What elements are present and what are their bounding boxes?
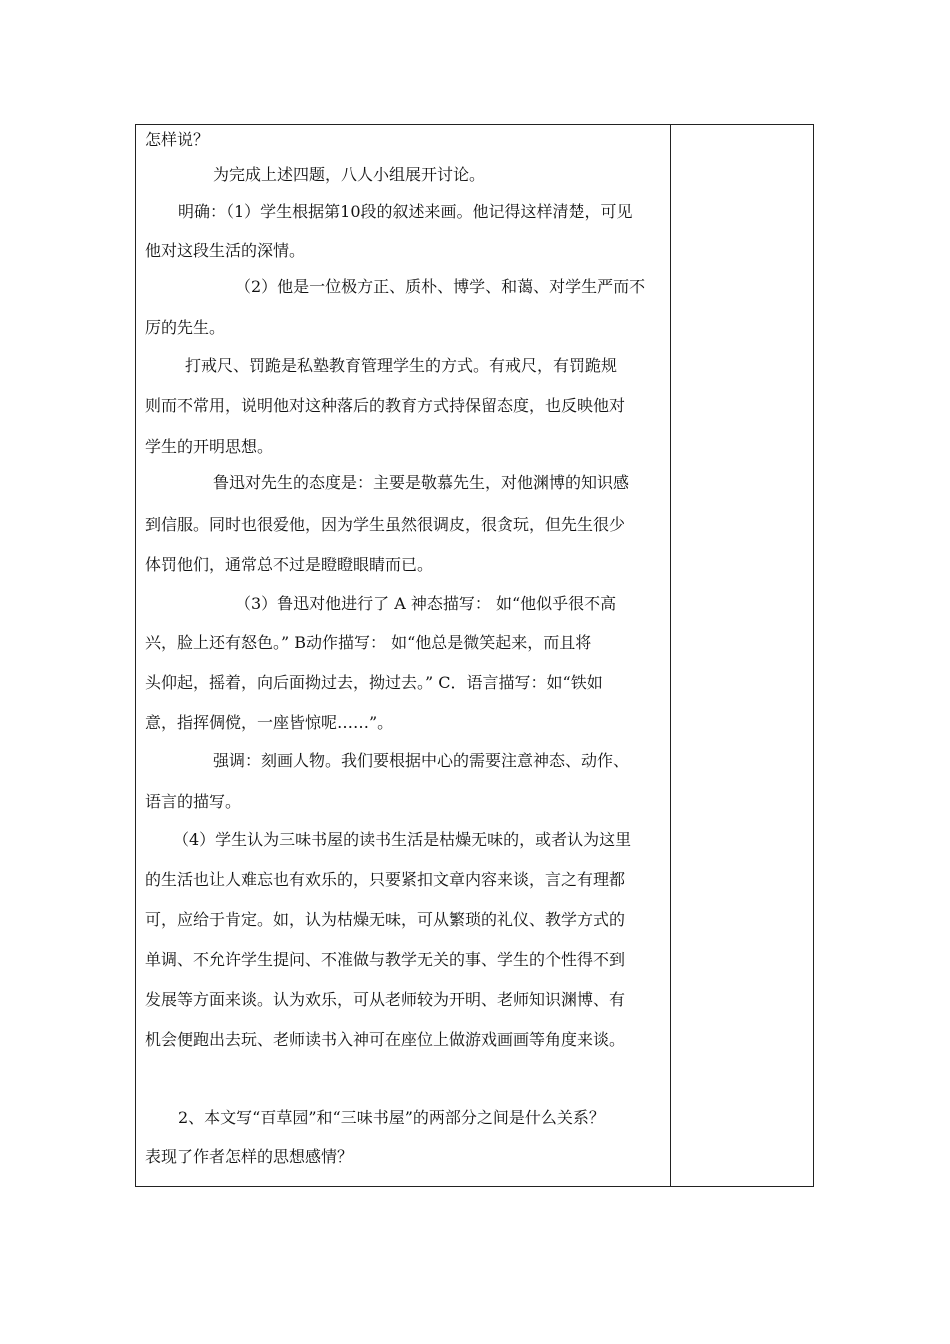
text-line: 体罚他们，通常总不过是瞪瞪眼睛而已。 [145, 555, 434, 574]
text-line: 明确：（1）学生根据第10段的叙述来画。他记得这样清楚，可见 [178, 202, 633, 221]
text-line: 表现了作者怎样的思想感情？ [145, 1147, 354, 1166]
text-line: （3）鲁迅对他进行了 A 神态描写： 如“他似乎很不高 [235, 594, 617, 613]
text-line: （4）学生认为三味书屋的读书生活是枯燥无味的，或者认为这里 [173, 830, 632, 849]
text-line: 鲁迅对先生的态度是：主要是敬慕先生，对他渊博的知识感 [213, 473, 630, 492]
text-line: 兴，脸上还有怒色。” B动作描写： 如“他总是微笑起来，而且将 [145, 633, 592, 652]
text-line: 打戒尺、罚跪是私塾教育管理学生的方式。有戒尺，有罚跪规 [185, 356, 618, 375]
text-line: 则而不常用，说明他对这种落后的教育方式持保留态度，也反映他对 [145, 396, 626, 415]
text-line: 学生的开明思想。 [145, 437, 274, 456]
text-line: 意，指挥倜傥，一座皆惊呢……”。 [145, 713, 394, 732]
text-line: 2、本文写“百草园”和“三味书屋”的两部分之间是什么关系？ [178, 1108, 605, 1127]
text-line: 头仰起，摇着，向后面拗过去，拗过去。” C．语言描写：如“铁如 [145, 673, 603, 692]
text-line: 的生活也让人难忘也有欢乐的，只要紧扣文章内容来谈，言之有理都 [145, 870, 626, 889]
text-line: 强调：刻画人物。我们要根据中心的需要注意神态、动作、 [213, 751, 630, 770]
text-line: 厉的先生。 [145, 318, 226, 337]
text-line: 可，应给于肯定。如，认为枯燥无味，可从繁琐的礼仪、教学方式的 [145, 910, 626, 929]
text-line: 语言的描写。 [145, 792, 242, 811]
text-line: 发展等方面来谈。认为欢乐，可从老师较为开明、老师知识渊博、有 [145, 990, 626, 1009]
text-line: 到信服。同时也很爱他，因为学生虽然很调皮，很贪玩，但先生很少 [145, 515, 626, 534]
text-line: 为完成上述四题，八人小组展开讨论。 [213, 165, 486, 184]
text-line: 他对这段生活的深情。 [145, 241, 306, 260]
text-line: （2）他是一位极方正、质朴、博学、和蔼、对学生严而不 [235, 277, 646, 296]
text-line: 机会便跑出去玩、老师读书入神可在座位上做游戏画画等角度来谈。 [145, 1030, 626, 1049]
text-line: 单调、不允许学生提问、不准做与教学无关的事、学生的个性得不到 [145, 950, 626, 969]
notes-column-cell [671, 125, 813, 1186]
text-line: 怎样说？ [145, 130, 210, 149]
